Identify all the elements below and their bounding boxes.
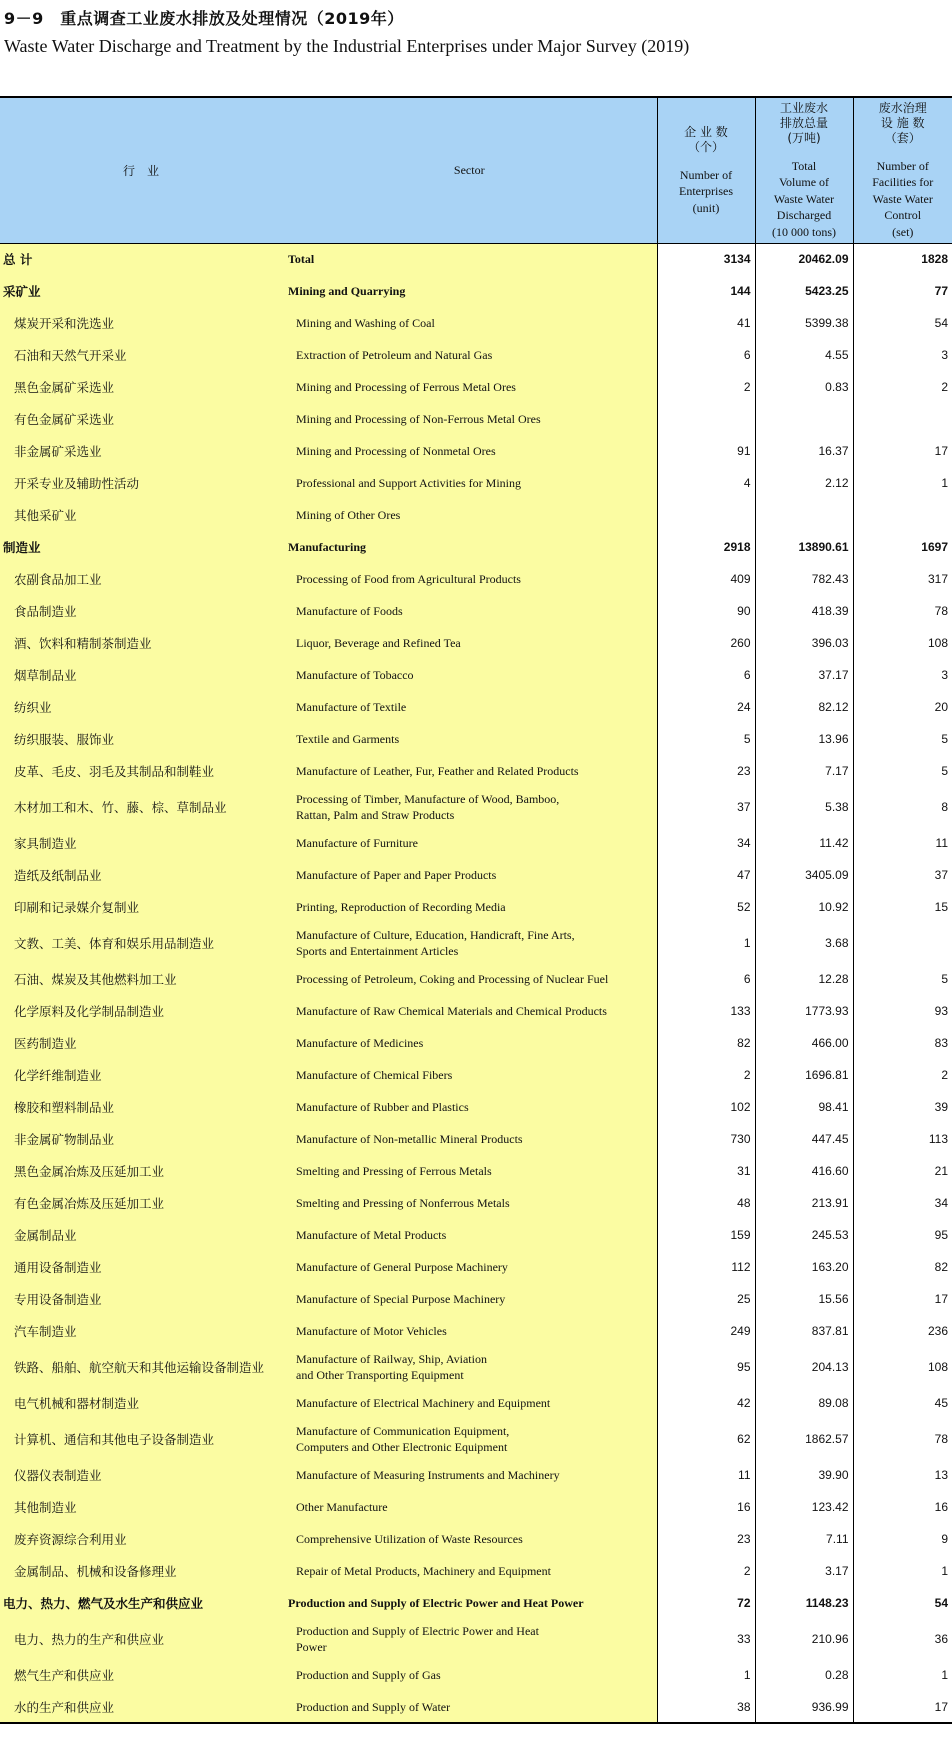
facility-count: 83 [853,1027,952,1059]
enterprise-count: 48 [657,1187,755,1219]
facility-count: 1697 [853,531,952,563]
sector-name-en: Mining of Other Ores [282,499,657,531]
sector-name-en: Mining and Processing of Non-Ferrous Metal Ores [282,403,657,435]
facility-count: 45 [853,1387,952,1419]
header-sector-en: Sector [282,97,657,243]
sector-name-en: Manufacture of Textile [282,691,657,723]
table-row [0,1059,952,1091]
sector-name-en: Manufacture of Special Purpose Machinery [282,1283,657,1315]
table-row [0,1219,952,1251]
discharge-volume: 0.28 [755,1659,853,1691]
sector-name-en: Mining and Washing of Coal [282,307,657,339]
facility-count [853,403,952,435]
enterprise-count: 409 [657,563,755,595]
table-row [0,339,952,371]
sector-name-en: Repair of Metal Products, Machinery and Equipment [282,1555,657,1587]
table-row [0,531,952,563]
facility-count: 2 [853,1059,952,1091]
enterprise-count: 2 [657,1059,755,1091]
sector-name-en: Production and Supply of Gas [282,1659,657,1691]
facility-count: 54 [853,1587,952,1619]
sector-name-en: Manufacture of Culture, Education, Handicraft, Fine Arts, Sports and Entertainment Articles [282,923,657,963]
industry-name-cn: 有色金属冶炼及压延加工业 [0,1187,282,1219]
enterprise-count: 4 [657,467,755,499]
table-row [0,1347,952,1387]
facility-count: 82 [853,1251,952,1283]
table-row [0,1251,952,1283]
enterprise-count [657,499,755,531]
facility-count: 8 [853,787,952,827]
enterprise-count: 1 [657,1659,755,1691]
sector-name-en: Mining and Processing of Nonmetal Ores [282,435,657,467]
industry-name-cn: 石油和天然气开采业 [0,339,282,371]
table-row [0,307,952,339]
sector-name-en: Manufacture of Rubber and Plastics [282,1091,657,1123]
enterprise-count: 144 [657,275,755,307]
table-row [0,1091,952,1123]
discharge-volume [755,403,853,435]
enterprise-count: 16 [657,1491,755,1523]
industry-name-cn: 烟草制品业 [0,659,282,691]
enterprise-count: 47 [657,859,755,891]
facility-count: 54 [853,307,952,339]
discharge-volume: 15.56 [755,1283,853,1315]
enterprise-count: 37 [657,787,755,827]
discharge-volume: 418.39 [755,595,853,627]
facility-count: 37 [853,859,952,891]
enterprise-count: 2 [657,1555,755,1587]
sector-name-en: Manufacture of Communication Equipment, Computers and Other Electronic Equipment [282,1419,657,1459]
discharge-volume: 2.12 [755,467,853,499]
header-enterprises-cn: 企 业 数 （个） [684,124,728,154]
facility-count: 1 [853,1659,952,1691]
facility-count: 20 [853,691,952,723]
discharge-volume: 1148.23 [755,1587,853,1619]
discharge-volume: 10.92 [755,891,853,923]
facility-count: 3 [853,659,952,691]
sector-name-en: Other Manufacture [282,1491,657,1523]
table-row [0,691,952,723]
discharge-volume: 13.96 [755,723,853,755]
industry-name-cn: 其他制造业 [0,1491,282,1523]
sector-name-en: Mining and Quarrying [282,275,657,307]
industry-name-cn: 非金属矿采选业 [0,435,282,467]
enterprise-count: 25 [657,1283,755,1315]
sector-name-en: Processing of Food from Agricultural Products [282,563,657,595]
discharge-volume: 89.08 [755,1387,853,1419]
table-row [0,1619,952,1659]
discharge-volume: 936.99 [755,1691,853,1723]
table-row [0,963,952,995]
enterprise-count: 6 [657,963,755,995]
header-discharge-en: Total Volume of Waste Water Discharged (10 000 tons) [772,158,836,239]
enterprise-count [657,403,755,435]
facility-count: 39 [853,1091,952,1123]
header-facilities-en: Number of Facilities for Waste Water Control (set) [872,158,934,239]
industry-name-cn: 黑色金属矿采选业 [0,371,282,403]
table-row [0,595,952,627]
sector-name-en: Mining and Processing of Ferrous Metal Ores [282,371,657,403]
enterprise-count: 2 [657,371,755,403]
header-facilities [853,97,952,243]
enterprise-count: 82 [657,1027,755,1059]
table-row [0,1691,952,1723]
industry-name-cn: 医药制造业 [0,1027,282,1059]
sector-name-en: Manufacture of Furniture [282,827,657,859]
industry-name-cn: 食品制造业 [0,595,282,627]
discharge-volume: 396.03 [755,627,853,659]
table-row [0,1387,952,1419]
industry-name-cn: 燃气生产和供应业 [0,1659,282,1691]
industry-name-cn: 计算机、通信和其他电子设备制造业 [0,1419,282,1459]
discharge-volume: 1773.93 [755,995,853,1027]
sector-name-en: Processing of Petroleum, Coking and Processing of Nuclear Fuel [282,963,657,995]
discharge-volume: 837.81 [755,1315,853,1347]
table-row [0,435,952,467]
table-row [0,1123,952,1155]
discharge-volume: 82.12 [755,691,853,723]
enterprise-count: 41 [657,307,755,339]
industry-name-cn: 化学纤维制造业 [0,1059,282,1091]
discharge-volume: 5.38 [755,787,853,827]
table-row [0,1587,952,1619]
table-row [0,403,952,435]
facility-count: 93 [853,995,952,1027]
enterprise-count: 52 [657,891,755,923]
table-row [0,627,952,659]
facility-count: 317 [853,563,952,595]
facility-count: 15 [853,891,952,923]
enterprise-count: 34 [657,827,755,859]
facility-count: 1 [853,1555,952,1587]
discharge-volume: 16.37 [755,435,853,467]
discharge-volume: 5399.38 [755,307,853,339]
sector-name-en: Professional and Support Activities for Mining [282,467,657,499]
facility-count: 21 [853,1155,952,1187]
sector-name-en: Textile and Garments [282,723,657,755]
industry-name-cn: 橡胶和塑料制品业 [0,1091,282,1123]
enterprise-count: 2918 [657,531,755,563]
enterprise-count: 23 [657,1523,755,1555]
discharge-volume: 782.43 [755,563,853,595]
industry-name-cn: 水的生产和供应业 [0,1691,282,1723]
sector-name-en: Manufacture of General Purpose Machinery [282,1251,657,1283]
enterprise-count: 159 [657,1219,755,1251]
facility-count: 108 [853,1347,952,1387]
table-row [0,563,952,595]
table-row [0,1555,952,1587]
discharge-volume: 123.42 [755,1491,853,1523]
enterprise-count: 5 [657,723,755,755]
table-body [0,243,952,1723]
facility-count: 16 [853,1491,952,1523]
industry-name-cn: 专用设备制造业 [0,1283,282,1315]
sector-name-en: Manufacture of Motor Vehicles [282,1315,657,1347]
industry-name-cn: 纺织服装、服饰业 [0,723,282,755]
table-row [0,1187,952,1219]
industry-name-cn: 印刷和记录媒介复制业 [0,891,282,923]
industry-name-cn: 木材加工和木、竹、藤、棕、草制品业 [0,787,282,827]
sector-name-en: Manufacture of Chemical Fibers [282,1059,657,1091]
facility-count: 5 [853,723,952,755]
facility-count: 77 [853,275,952,307]
table-row [0,787,952,827]
sector-name-en: Printing, Reproduction of Recording Media [282,891,657,923]
enterprise-count: 112 [657,1251,755,1283]
header-enterprises [657,97,755,243]
sector-name-en: Manufacture of Non-metallic Mineral Products [282,1123,657,1155]
enterprise-count: 90 [657,595,755,627]
facility-count [853,923,952,963]
enterprise-count: 38 [657,1691,755,1723]
data-table-container [0,96,952,1724]
wastewater-table [0,96,952,1724]
industry-name-cn: 其他采矿业 [0,499,282,531]
discharge-volume: 98.41 [755,1091,853,1123]
enterprise-count: 133 [657,995,755,1027]
discharge-volume: 1696.81 [755,1059,853,1091]
industry-name-cn: 电力、热力、燃气及水生产和供应业 [0,1587,282,1619]
facility-count: 9 [853,1523,952,1555]
enterprise-count: 3134 [657,243,755,275]
enterprise-count: 730 [657,1123,755,1155]
industry-name-cn: 开采专业及辅助性活动 [0,467,282,499]
discharge-volume: 245.53 [755,1219,853,1251]
facility-count: 1828 [853,243,952,275]
industry-name-cn: 石油、煤炭及其他燃料加工业 [0,963,282,995]
enterprise-count: 11 [657,1459,755,1491]
sector-name-en: Manufacture of Leather, Fur, Feather and Related Products [282,755,657,787]
industry-name-cn: 农副食品加工业 [0,563,282,595]
enterprise-count: 6 [657,659,755,691]
industry-name-cn: 汽车制造业 [0,1315,282,1347]
discharge-volume: 7.11 [755,1523,853,1555]
sector-name-en: Manufacture of Electrical Machinery and Equipment [282,1387,657,1419]
table-row [0,755,952,787]
table-row [0,243,952,275]
facility-count: 13 [853,1459,952,1491]
industry-name-cn: 皮革、毛皮、羽毛及其制品和制鞋业 [0,755,282,787]
facility-count: 36 [853,1619,952,1659]
discharge-volume: 0.83 [755,371,853,403]
discharge-volume: 3.17 [755,1555,853,1587]
discharge-volume: 7.17 [755,755,853,787]
industry-name-cn: 仪器仪表制造业 [0,1459,282,1491]
discharge-volume: 3.68 [755,923,853,963]
industry-name-cn: 金属制品业 [0,1219,282,1251]
facility-count: 113 [853,1123,952,1155]
table-row [0,995,952,1027]
page-title-cn: 9－9 重点调查工业废水排放及处理情况（2019年） [4,9,404,28]
facility-count: 17 [853,1283,952,1315]
table-header [0,97,952,243]
discharge-volume: 20462.09 [755,243,853,275]
discharge-volume: 1862.57 [755,1419,853,1459]
enterprise-count: 31 [657,1155,755,1187]
industry-name-cn: 化学原料及化学制品制造业 [0,995,282,1027]
discharge-volume: 213.91 [755,1187,853,1219]
industry-name-cn: 通用设备制造业 [0,1251,282,1283]
table-row [0,1419,952,1459]
facility-count: 17 [853,435,952,467]
enterprise-count: 102 [657,1091,755,1123]
discharge-volume: 11.42 [755,827,853,859]
sector-name-en: Production and Supply of Electric Power and Heat Power [282,1587,657,1619]
industry-name-cn: 制造业 [0,531,282,563]
header-facilities-cn: 废水治理 设 施 数 （套） [878,100,927,145]
enterprise-count: 6 [657,339,755,371]
facility-count: 17 [853,1691,952,1723]
industry-name-cn: 铁路、船舶、航空航天和其他运输设备制造业 [0,1347,282,1387]
sector-name-en: Production and Supply of Water [282,1691,657,1723]
table-row [0,1659,952,1691]
header-discharge-cn: 工业废水 排放总量 (万吨) [779,100,828,145]
sector-name-en: Total [282,243,657,275]
facility-count [853,499,952,531]
enterprise-count: 24 [657,691,755,723]
sector-name-en: Manufacture of Raw Chemical Materials and Chemical Products [282,995,657,1027]
table-row [0,891,952,923]
page-title-en: Waste Water Discharge and Treatment by the Industrial Enterprises under Major Survey (2019) [4,36,690,56]
table-row [0,1315,952,1347]
table-row [0,1523,952,1555]
discharge-volume: 37.17 [755,659,853,691]
sector-name-en: Manufacture of Foods [282,595,657,627]
facility-count: 236 [853,1315,952,1347]
industry-name-cn: 家具制造业 [0,827,282,859]
enterprise-count: 95 [657,1347,755,1387]
enterprise-count: 1 [657,923,755,963]
sector-name-en: Production and Supply of Electric Power and Heat Power [282,1619,657,1659]
discharge-volume: 416.60 [755,1155,853,1187]
industry-name-cn: 采矿业 [0,275,282,307]
discharge-volume: 3405.09 [755,859,853,891]
sector-name-en: Manufacture of Metal Products [282,1219,657,1251]
table-row [0,723,952,755]
enterprise-count: 249 [657,1315,755,1347]
facility-count: 11 [853,827,952,859]
industry-name-cn: 金属制品、机械和设备修理业 [0,1555,282,1587]
sector-name-en: Processing of Timber, Manufacture of Wood, Bamboo, Rattan, Palm and Straw Products [282,787,657,827]
header-discharge [755,97,853,243]
sector-name-en: Manufacture of Measuring Instruments and Machinery [282,1459,657,1491]
industry-name-cn: 造纸及纸制品业 [0,859,282,891]
facility-count: 95 [853,1219,952,1251]
table-row [0,923,952,963]
discharge-volume: 447.45 [755,1123,853,1155]
facility-count: 34 [853,1187,952,1219]
table-row [0,1459,952,1491]
discharge-volume: 466.00 [755,1027,853,1059]
industry-name-cn: 文教、工美、体育和娱乐用品制造业 [0,923,282,963]
facility-count: 78 [853,595,952,627]
discharge-volume: 12.28 [755,963,853,995]
industry-name-cn: 酒、饮料和精制茶制造业 [0,627,282,659]
industry-name-cn: 煤炭开采和洗选业 [0,307,282,339]
industry-name-cn: 非金属矿物制品业 [0,1123,282,1155]
sector-name-en: Smelting and Pressing of Nonferrous Metals [282,1187,657,1219]
enterprise-count: 62 [657,1419,755,1459]
enterprise-count: 42 [657,1387,755,1419]
discharge-volume: 5423.25 [755,275,853,307]
sector-name-en: Manufacture of Paper and Paper Products [282,859,657,891]
sector-name-en: Manufacturing [282,531,657,563]
industry-name-cn: 电力、热力的生产和供应业 [0,1619,282,1659]
sector-name-en: Liquor, Beverage and Refined Tea [282,627,657,659]
table-row [0,859,952,891]
table-row [0,1283,952,1315]
facility-count: 5 [853,755,952,787]
header-enterprises-en: Number of Enterprises (unit) [679,167,733,215]
industry-name-cn: 有色金属矿采选业 [0,403,282,435]
enterprise-count: 23 [657,755,755,787]
facility-count: 2 [853,371,952,403]
industry-name-cn: 总 计 [0,243,282,275]
table-row [0,827,952,859]
table-row [0,467,952,499]
enterprise-count: 72 [657,1587,755,1619]
industry-name-cn: 黑色金属冶炼及压延加工业 [0,1155,282,1187]
sector-name-en: Manufacture of Tobacco [282,659,657,691]
discharge-volume: 163.20 [755,1251,853,1283]
enterprise-count: 91 [657,435,755,467]
facility-count: 3 [853,339,952,371]
discharge-volume: 204.13 [755,1347,853,1387]
discharge-volume [755,499,853,531]
sector-name-en: Extraction of Petroleum and Natural Gas [282,339,657,371]
discharge-volume: 210.96 [755,1619,853,1659]
table-row [0,275,952,307]
table-row [0,499,952,531]
facility-count: 1 [853,467,952,499]
table-row [0,659,952,691]
enterprise-count: 260 [657,627,755,659]
industry-name-cn: 废弃资源综合利用业 [0,1523,282,1555]
facility-count: 5 [853,963,952,995]
sector-name-en: Smelting and Pressing of Ferrous Metals [282,1155,657,1187]
sector-name-en: Manufacture of Railway, Ship, Aviation and Other Transporting Equipment [282,1347,657,1387]
sector-name-en: Manufacture of Medicines [282,1027,657,1059]
facility-count: 108 [853,627,952,659]
sector-name-en: Comprehensive Utilization of Waste Resources [282,1523,657,1555]
facility-count: 78 [853,1419,952,1459]
table-row [0,371,952,403]
header-industry-cn: 行 业 [0,97,282,243]
discharge-volume: 39.90 [755,1459,853,1491]
table-row [0,1027,952,1059]
discharge-volume: 13890.61 [755,531,853,563]
enterprise-count: 33 [657,1619,755,1659]
table-row [0,1491,952,1523]
discharge-volume: 4.55 [755,339,853,371]
table-row [0,1155,952,1187]
industry-name-cn: 纺织业 [0,691,282,723]
industry-name-cn: 电气机械和器材制造业 [0,1387,282,1419]
